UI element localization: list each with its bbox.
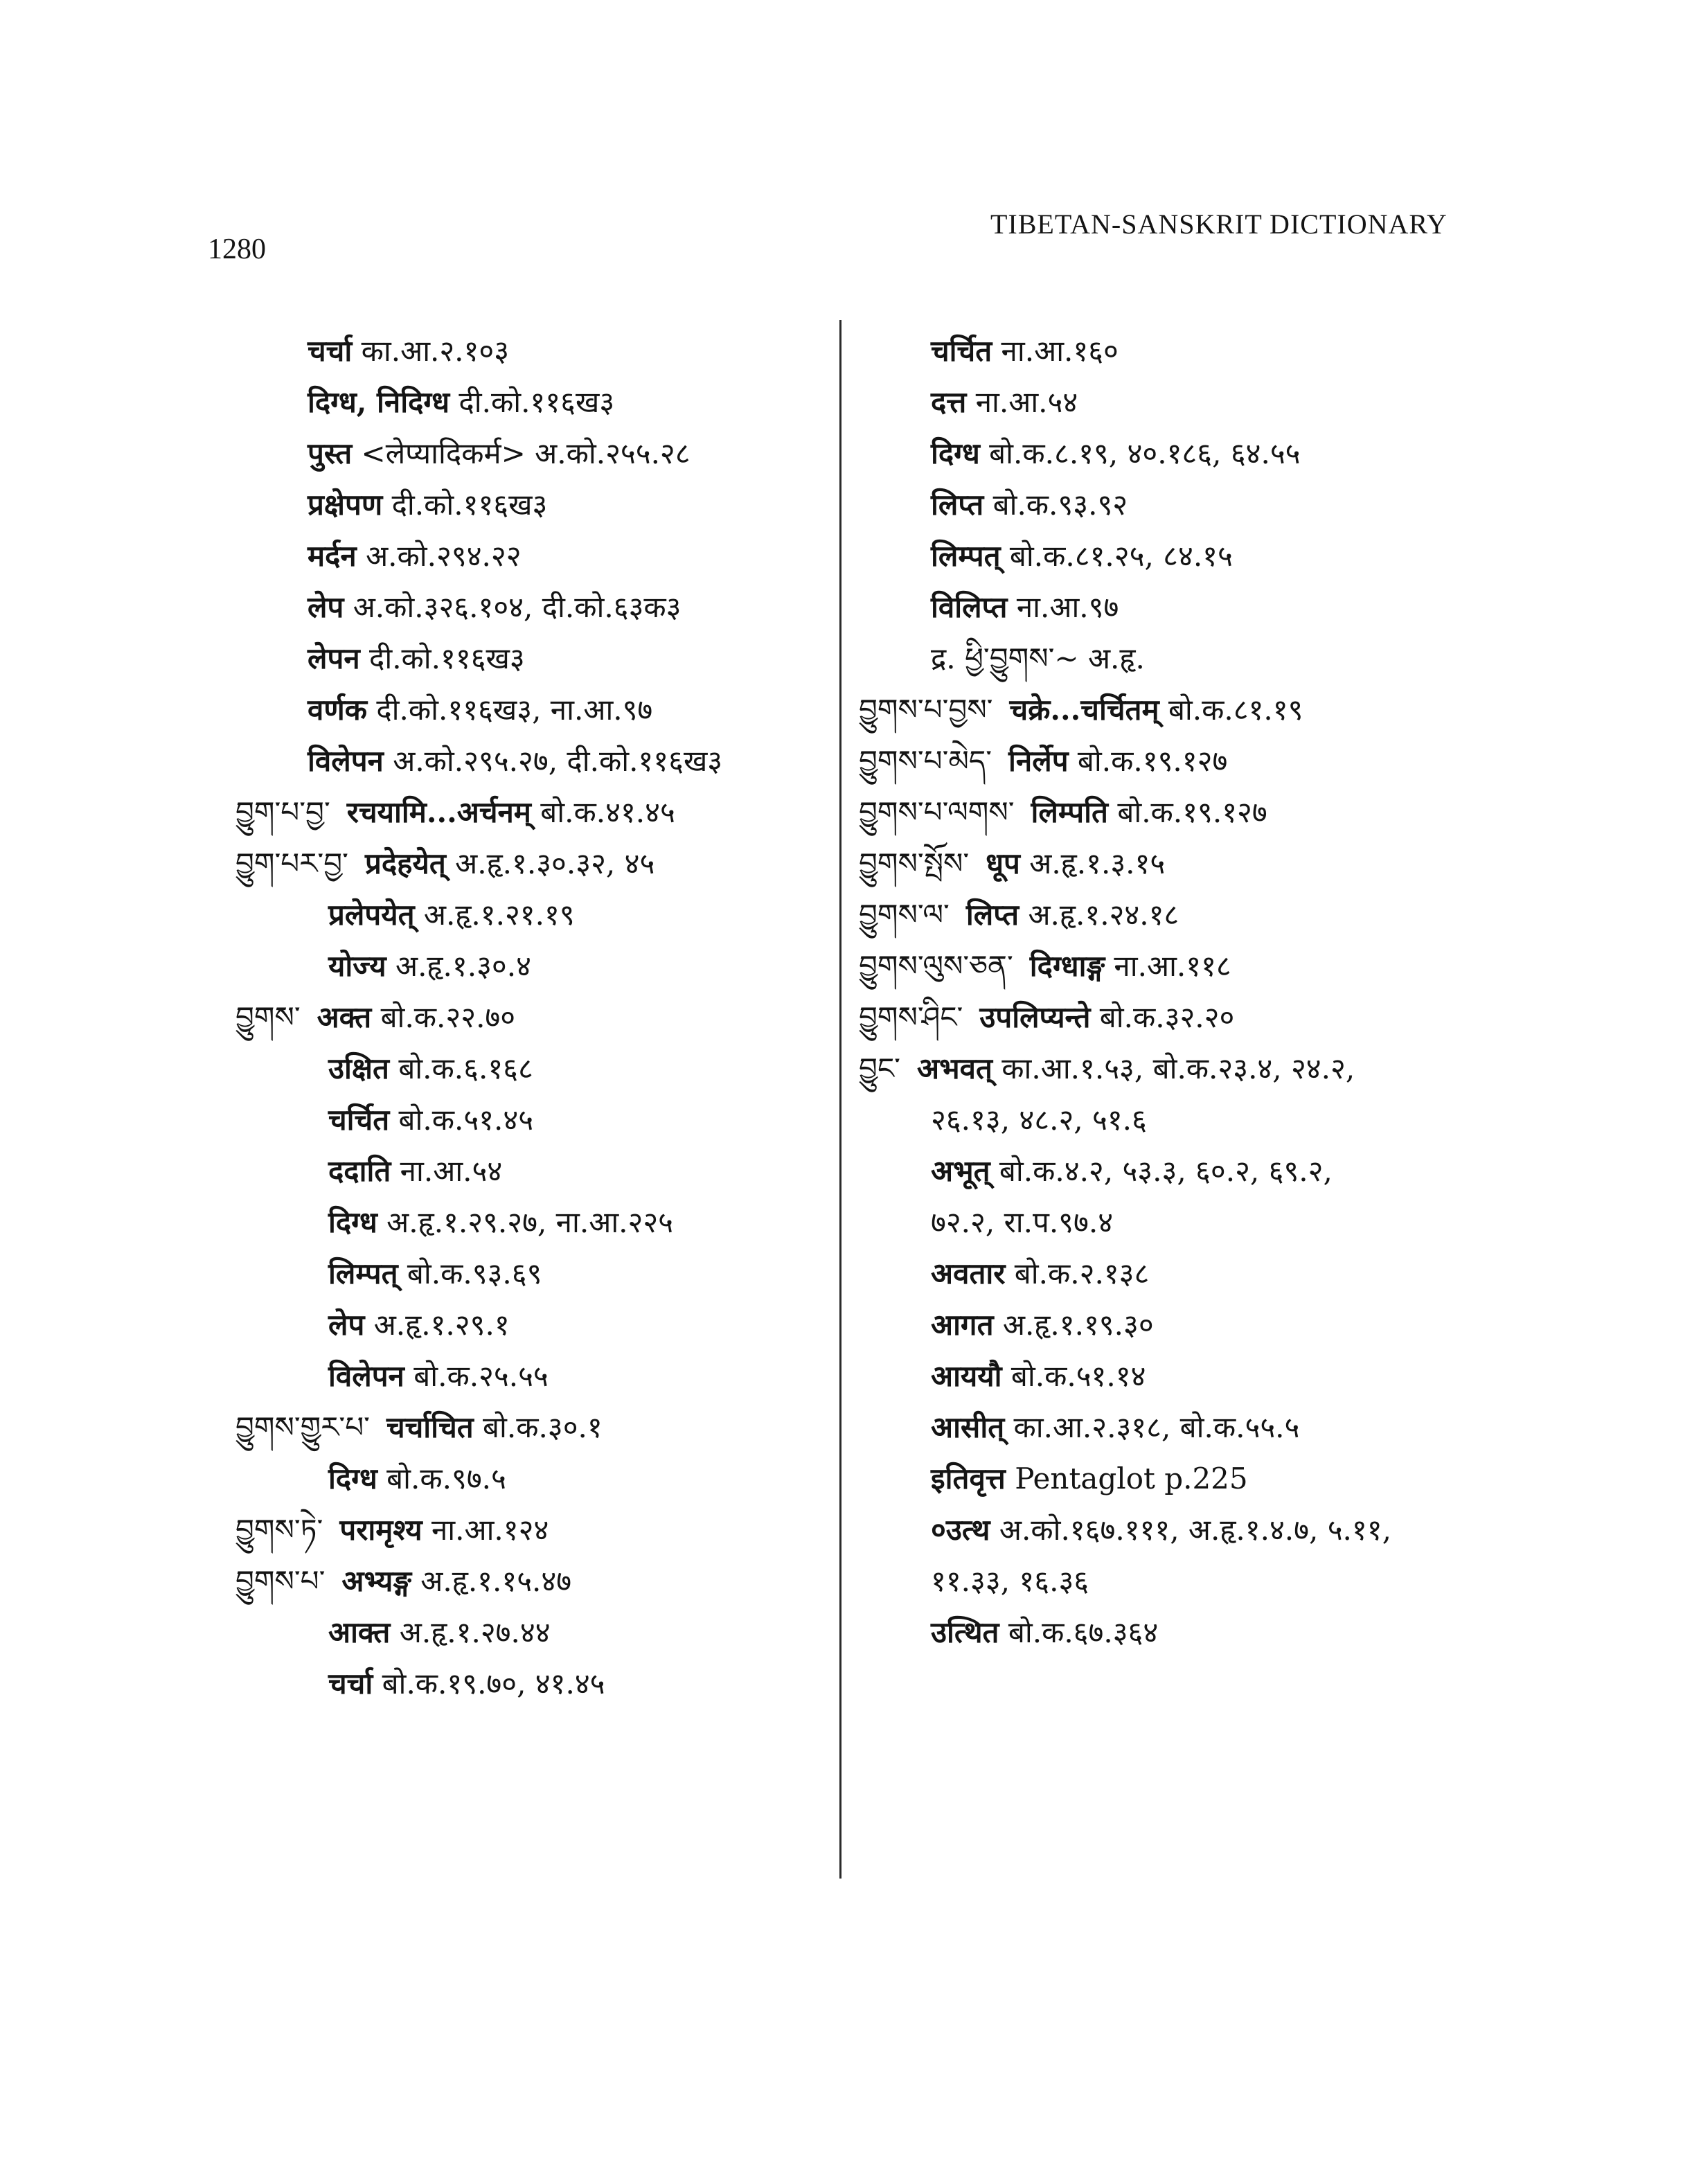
right-column [859,326,1538,1658]
sanskrit-equivalent: चर्चाचित [386,1410,474,1444]
source-reference: अ.हृ.१.३.१५ [1029,846,1166,880]
left-column [235,326,831,1710]
dictionary-entry [235,1504,831,1556]
sanskrit-equivalent: आसीत् [931,1410,1005,1444]
tibetan-headword: བྱུགས་པ་ [235,1564,326,1598]
dictionary-entry [235,1453,831,1504]
source-reference: अ.हृ.१.३०.३२, ४५ [455,846,655,880]
source-reference: ना.आ.५४ [975,385,1078,419]
dictionary-entry [859,941,1538,992]
sanskrit-equivalent: अवतार [931,1257,1006,1290]
sanskrit-equivalent: विलेपन [328,1359,404,1393]
dictionary-entry [235,1299,831,1351]
source-reference: बो.क.५१.१४ [1010,1359,1146,1393]
sanskrit-equivalent: प्रदेहयेत् [364,846,446,880]
tibetan-headword: བྱུག་པ་བྱ་ [235,795,330,829]
source-reference: बो.क.९३.६९ [407,1257,542,1290]
dictionary-entry [235,582,831,633]
sanskrit-equivalent: लिम्पत् [931,539,1001,573]
source-reference: बो.क.३०.१ [483,1410,603,1444]
source-reference: अ.हृ.१.२४.१८ [1028,898,1179,932]
source-reference: बो.क.२.१३८ [1014,1257,1150,1290]
tibetan-headword: བྱུགས་པ་ལགས་ [859,795,1015,829]
dictionary-entry [235,1248,831,1299]
dictionary-entry [235,633,831,684]
sanskrit-equivalent: इतिवृत्त [931,1462,1006,1495]
sanskrit-equivalent: प्रलेपयेत् [328,898,415,932]
source-reference: द्र. ཕྱི་བྱུགས་~ अ.हृ. [931,641,1145,675]
sanskrit-equivalent: लेपन [308,641,360,675]
dictionary-entry [859,428,1538,479]
source-reference: अ.हृ.१.१९.३० [1002,1308,1154,1342]
sanskrit-equivalent: मर्दन [308,539,357,573]
tibetan-headword: བྱུག་པར་བྱ་ [235,846,348,880]
source-reference: अ.हृ.१.२९.२७, ना.आ.२२५ [386,1205,673,1239]
sanskrit-equivalent: अभूत् [931,1154,990,1188]
dictionary-entry [235,1351,831,1402]
sanskrit-equivalent: लिप्त [965,898,1019,932]
source-reference: अ.को.२९४.२२ [366,539,522,573]
sanskrit-equivalent: चर्चित [931,334,992,368]
source-reference: ना.आ.९७ [1016,590,1119,624]
sanskrit-equivalent: उत्थित [931,1615,999,1649]
source-reference: बो.क.२२.७० [380,1000,516,1034]
dictionary-entry [235,428,831,479]
dictionary-entry [235,684,831,736]
dictionary-entry [859,1402,1538,1453]
dictionary-entry [235,941,831,992]
source-reference: का.आ.२.१०३ [361,334,510,368]
source-reference: ७२.२, रा.प.९७.४ [931,1205,1114,1239]
dictionary-entry [859,1351,1538,1402]
dictionary-entry [859,838,1538,889]
sanskrit-equivalent: योज्य [328,949,386,983]
dictionary-entry [859,479,1538,531]
sanskrit-equivalent: आक्त [328,1615,391,1649]
dictionary-entry [235,377,831,428]
dictionary-entry [235,736,831,787]
dictionary-entry [235,838,831,889]
source-reference: ११.३३, १६.३६ [931,1564,1089,1598]
tibetan-headword: བྱུགས་པ་བྱས་ [859,693,993,727]
dictionary-entry [235,1658,831,1710]
dictionary-entry [235,1043,831,1094]
dictionary-entry [859,684,1538,736]
tibetan-headword: བྱུགས་ལ་ [859,898,950,932]
sanskrit-equivalent: लेप [308,590,344,624]
source-reference: अ.को.२९५.२७, दी.को.११६ख३ [393,744,723,778]
dictionary-entry [859,736,1538,787]
sanskrit-equivalent: आययौ [931,1359,1002,1393]
tibetan-headword: བྱུགས་ཤིང་ [859,1000,963,1034]
sanskrit-equivalent: चर्चित [328,1103,390,1137]
dictionary-entry [235,531,831,582]
dictionary-entry [859,633,1538,684]
sanskrit-equivalent: वर्णक [308,693,367,727]
source-reference: बो.क.३२.२० [1099,1000,1235,1034]
source-reference: बो.क.४१.४५ [540,795,675,829]
source-reference: अ.को.१६७.१११, अ.हृ.१.४.७, ५.११, [999,1513,1391,1547]
source-reference: ना.आ.५४ [400,1154,503,1188]
dictionary-entry [859,326,1538,377]
sanskrit-equivalent: चर्चा [328,1667,373,1701]
source-reference: <लेप्यादिकर्म> अ.को.२५५.२८ [361,436,691,470]
dictionary-entry [235,1556,831,1607]
dictionary-entry [235,1197,831,1248]
source-reference: अ.हृ.१.३०.४ [395,949,531,983]
source-reference: बो.क.८१.१९ [1168,693,1303,727]
source-reference: बो.क.९३.९२ [992,488,1128,522]
source-reference: अ.को.३२६.१०४, दी.को.६३क३ [353,590,682,624]
sanskrit-equivalent: चर्चा [308,334,353,368]
sanskrit-equivalent: अभवत् [916,1051,992,1085]
dictionary-entry [859,377,1538,428]
sanskrit-equivalent: दिग्ध [931,436,980,470]
tibetan-headword: བྱུགས་ཏེ་ [235,1513,323,1547]
dictionary-entry [859,582,1538,633]
sanskrit-equivalent: लिम्पत् [328,1257,398,1290]
dictionary-entry [859,1043,1538,1094]
dictionary-entry [859,889,1538,941]
source-reference: ना.आ.१६० [1001,334,1119,368]
source-reference: बो.क.८.१९, ४०.१८६, ६४.५५ [989,436,1301,470]
sanskrit-equivalent: दिग्ध [328,1462,377,1495]
source-reference: दी.को.११६ख३ [458,385,615,419]
sanskrit-equivalent: निर्लेप [1008,744,1069,778]
sanskrit-equivalent: लेप [328,1308,365,1342]
source-reference: Pentaglot p.225 [1015,1462,1248,1495]
sanskrit-equivalent: आगत [931,1308,994,1342]
source-reference: बो.क.१९.७०, ४१.४५ [382,1667,605,1701]
dictionary-entry [859,1248,1538,1299]
source-reference: अ.हृ.१.२१.१९ [423,898,575,932]
tibetan-headword: བྱུགས་ [235,1000,301,1034]
dictionary-entry [859,1146,1538,1197]
source-reference: दी.को.११६ख३ [391,488,548,522]
tibetan-headword: བྱུགས་སྤོས་ [859,846,970,880]
tibetan-headword: བྱུགས་ལུས་ཅན་ [859,949,1013,983]
sanskrit-equivalent: ददाति [328,1154,391,1188]
sanskrit-equivalent: चक्रे...चर्चितम् [1009,693,1159,727]
source-reference: का.आ.२.३१८, बो.क.५५.५ [1013,1410,1300,1444]
sanskrit-equivalent: प्रक्षेपण [308,488,383,522]
sanskrit-equivalent: लिप्त [931,488,984,522]
source-reference: बो.क.९७.५ [386,1462,506,1495]
dictionary-entry [859,1094,1538,1146]
sanskrit-equivalent: अक्त [317,1000,372,1034]
source-reference: बो.क.८१.२५, ८४.१५ [1009,539,1233,573]
sanskrit-equivalent: रचयामि...अर्चनम् [346,795,531,829]
sanskrit-equivalent: अभ्यङ्ग [341,1564,411,1598]
sanskrit-equivalent: दिग्ध [328,1205,377,1239]
sanskrit-equivalent: दत्त [931,385,967,419]
column-divider [839,320,841,1879]
sanskrit-equivalent: पुस्त [308,436,353,470]
source-reference: बो.क.६७.३६४ [1008,1615,1159,1649]
running-head: TIBETAN-SANSKRIT DICTIONARY [990,208,1448,240]
source-reference: अ.हृ.१.२९.१ [373,1308,510,1342]
sanskrit-equivalent: दिग्धाङ्ग [1029,949,1105,983]
dictionary-entry [859,531,1538,582]
source-reference: अ.हृ.१.२७.४४ [399,1615,551,1649]
dictionary-entry [859,787,1538,838]
dictionary-entry [859,1556,1538,1607]
sanskrit-equivalent: ०उत्थ [931,1513,990,1547]
source-reference: बो.क.१९.१२७ [1077,744,1228,778]
source-reference: दी.को.११६ख३, ना.आ.९७ [376,693,653,727]
sanskrit-equivalent: विलिप्त [931,590,1008,624]
dictionary-entry [235,1607,831,1658]
dictionary-entry [859,1197,1538,1248]
dictionary-entry [235,1146,831,1197]
sanskrit-equivalent: परामृश्य [339,1513,422,1547]
source-reference: ना.आ.११८ [1114,949,1231,983]
source-reference: २६.१३, ४८.२, ५१.६ [931,1103,1147,1137]
source-reference: बो.क.१९.१२७ [1117,795,1267,829]
tibetan-headword: བྱུགས་པ་མེད་ [859,744,992,778]
tibetan-headword: བྱུང་ [859,1051,900,1085]
dictionary-entry [859,1453,1538,1504]
source-reference: दी.को.११६ख३ [369,641,525,675]
dictionary-entry [859,1607,1538,1658]
sanskrit-equivalent: उक्षित [328,1051,389,1085]
source-reference: बो.क.५१.४५ [398,1103,534,1137]
source-reference: का.आ.१.५३, बो.क.२३.४, २४.२, [1001,1051,1355,1085]
sanskrit-equivalent: उपलिप्यन्ते [979,1000,1091,1034]
dictionary-entry [235,326,831,377]
source-reference: बो.क.२५.५५ [413,1359,549,1393]
page-number: 1280 [208,233,266,265]
tibetan-headword: བྱུགས་གྱུར་པ་ [235,1410,370,1444]
dictionary-entry [235,889,831,941]
source-reference: बो.क.६.१६८ [398,1051,533,1085]
dictionary-entry [235,787,831,838]
dictionary-entry [859,992,1538,1043]
dictionary-entry [859,1299,1538,1351]
source-reference: बो.क.४.२, ५३.३, ६०.२, ६९.२, [999,1154,1333,1188]
source-reference: अ.हृ.१.१५.४७ [420,1564,572,1598]
dictionary-entry [235,1402,831,1453]
dictionary-entry [235,992,831,1043]
sanskrit-equivalent: लिम्पति [1031,795,1108,829]
sanskrit-equivalent: विलेपन [308,744,384,778]
source-reference: ना.आ.१२४ [431,1513,549,1547]
dictionary-entry [859,1504,1538,1556]
sanskrit-equivalent: धूप [986,846,1020,880]
dictionary-entry [235,1094,831,1146]
dictionary-entry [235,479,831,531]
sanskrit-equivalent: दिग्ध, निदिग्ध [308,385,450,419]
